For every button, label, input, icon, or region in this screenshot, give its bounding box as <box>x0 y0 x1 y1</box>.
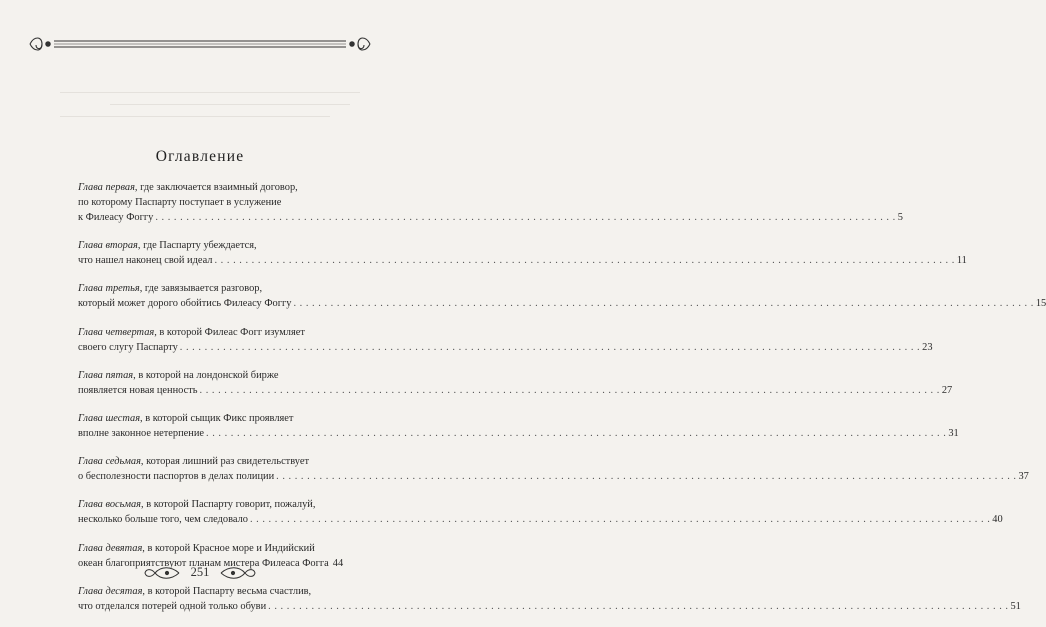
toc-entry-line <box>78 411 336 426</box>
toc-entry-text: к Филеасу Фоггу <box>78 212 154 223</box>
toc-page-number: 23 <box>922 341 933 353</box>
toc-entry-text: , в которой на лондонской бирже <box>133 369 279 381</box>
dot-leader: . . . . . . . . . . . . . . . . . . . . . . . . . . . . . . . . . . . . . . . . . . . . . . . . . . . . . . . . . . . . . . . . . . . . . . . . . . . . . . . . . . . . . . . . . . . . . . . . . . . . . . . . . . . . . . . . . . . . . . . . <box>293 298 1034 310</box>
toc-page-number: 11 <box>956 255 967 267</box>
toc-entry-line <box>78 497 336 512</box>
toc-page-number: 51 <box>1010 600 1021 612</box>
toc-entry-text: вполне законное нетерпение <box>78 427 204 439</box>
dot-leader: . . . . . . . . . . . . . . . . . . . . . . . . . . . . . . . . . . . . . . . . . . . . . . . . . . . . . . . . . . . . . . . . . . . . . . . . . . . . . . . . . . . . . . . . . . . . . . . . . . . . . . . . . . . . . . . . . . . . . . . . <box>179 341 921 353</box>
toc-page-number: 40 <box>992 514 1003 526</box>
bleed-through-line <box>110 104 350 105</box>
ornamental-header-border-icon <box>24 30 376 58</box>
toc-chapter-label: Глава шестая <box>78 412 141 424</box>
dot-leader: . . . . . . . . . . . . . . . . . . . . . . . . . . . . . . . . . . . . . . . . . . . . . . . . . . . . . . . . . . . . . . . . . . . . . . . . . . . . . . . . . . . . . . . . . . . . . . . . . . . . . . . . . . . . . . . . . . . . . . . . <box>268 600 1009 612</box>
toc-entry-text: появляется новая ценность <box>78 384 198 396</box>
toc-chapter-label: Глава первая <box>78 182 135 193</box>
toc-entry-text: который может дорого обойтись Филеасу Фоггу <box>78 298 292 310</box>
toc-entry[interactable] <box>78 281 1046 311</box>
toc-entry[interactable] <box>78 325 933 355</box>
page-footer <box>0 562 400 584</box>
toc-entry[interactable] <box>78 180 903 225</box>
toc-entry-text: , где завязывается разговор, <box>139 283 263 295</box>
toc-entry[interactable] <box>78 454 1029 484</box>
toc-entry-line <box>78 599 1021 614</box>
toc-entry-text: , в которой Филеас Фогг изумляет <box>154 326 305 338</box>
toc-chapter-label: Глава пятая <box>78 369 134 381</box>
toc-entry-line <box>78 210 903 225</box>
toc-chapter-label: Глава восьмая <box>78 499 142 511</box>
dot-leader: . . . . . . . . . . . . . . . . . . . . . . . . . . . . . . . . . . . . . . . . . . . . . . . . . . . . . . . . . . . . . . . . . . . . . . . . . . . . . . . . . . . . . . . . . . . . . . . . . . . . . . . . . . . . . . . . . . . . . . . . <box>199 384 940 396</box>
table-of-contents <box>78 180 1046 627</box>
toc-entry-line <box>78 383 953 398</box>
dot-leader: . . . . . . . . . . . . . . . . . . . . . . . . . . . . . . . . . . . . . . . . . . . . . . . . . . . . . . . . . . . . . . . . . . . . . . . . . . . . . . . . . . . . . . . . . . . . . . . . . . . . . . . . . . . . . . . . . . . . . . . . <box>276 471 1017 483</box>
toc-entry-text: что нашел наконец свой идеал <box>78 255 213 267</box>
toc-entry-text: , в которой Паспарту весьма счастлив, <box>142 585 312 597</box>
toc-entry-line <box>78 296 1046 311</box>
toc-entry-text: о бесполезности паспортов в делах полиции <box>78 471 275 483</box>
toc-entry-line <box>78 253 967 268</box>
toc-entry-text: , в которой Красное море и Индийский <box>142 542 315 554</box>
toc-entry-text: что отделался потерей одной только обуви <box>78 600 267 612</box>
toc-chapter-label: Глава четвертая <box>78 326 155 338</box>
toc-entry-line <box>78 469 1029 484</box>
toc-entry-line <box>78 584 336 599</box>
toc-entry[interactable] <box>78 368 953 398</box>
toc-entry-line <box>78 195 336 210</box>
toc-entry-line <box>78 368 336 383</box>
toc-entry-line <box>78 426 959 441</box>
toc-entry-line <box>78 180 336 195</box>
dot-leader: . . . . . . . . . . . . . . . . . . . . . . . . . . . . . . . . . . . . . . . . . . . . . . . . . . . . . . . . . . . . . . . . . . . . . . . . . . . . . . . . . . . . . . . . . . . . . . . . . . . . . . . . . . . . . . . . . . . . . . . . <box>249 514 991 526</box>
dot-leader: . . . . . . . . . . . . . . . . . . . . . . . . . . . . . . . . . . . . . . . . . . . . . . . . . . . . . . . . . . . . . . . . . . . . . . . . . . . . . . . . . . . . . . . . . . . . . . . . . . . . . . . . . . . . . . . . . . . . . . . . <box>155 212 896 223</box>
toc-entry[interactable] <box>78 497 1003 527</box>
toc-entry-text: несколько больше того, чем следовало <box>78 514 248 526</box>
dot-leader: . . . . . . . . . . . . . . . . . . . . . . . . . . . . . . . . . . . . . . . . . . . . . . . . . . . . . . . . . . . . . . . . . . . . . . . . . . . . . . . . . . . . . . . . . . . . . . . . . . . . . . . . . . . . . . . . . . . . . . . . <box>206 427 947 439</box>
toc-entry-text: по которому Паспарту поступает в услужение <box>78 197 282 208</box>
toc-entry-line <box>78 541 336 556</box>
toc-entry-text: , в которой сыщик Фикс проявляет <box>140 412 294 424</box>
toc-page-number: 44 <box>332 557 344 569</box>
toc-chapter-label: Глава седьмая <box>78 456 141 468</box>
toc-entry-line <box>78 512 1003 527</box>
toc-entry-line <box>78 325 336 340</box>
toc-entry-line <box>78 238 336 253</box>
toc-entry-line <box>78 281 336 296</box>
page-number: 251 <box>190 565 210 579</box>
toc-entry-text: океан благоприятствуют планам мистера Филеаса Фогга <box>78 557 329 569</box>
toc-page-number: 5 <box>897 212 903 223</box>
toc-chapter-label: Глава вторая <box>78 240 138 252</box>
toc-entry[interactable] <box>78 584 1021 614</box>
floral-ornament-icon <box>219 564 257 582</box>
page-title: Оглавление <box>155 148 245 165</box>
dot-leader: . . . . . . . . . . . . . . . . . . . . . . . . . . . . . . . . . . . . . . . . . . . . . . . . . . . . . . . . . . . . . . . . . . . . . . . . . . . . . . . . . . . . . . . . . . . . . . . . . . . . . . . . . . . . . . . . . . . . . . . . <box>214 255 955 267</box>
toc-entry-text: своего слугу Паспарту <box>78 341 178 353</box>
toc-chapter-label: Глава десятая <box>78 585 143 597</box>
toc-chapter-label: Глава третья <box>78 283 140 295</box>
toc-entry-line <box>78 340 933 355</box>
bleed-through-line <box>60 116 330 117</box>
toc-entry-text: , которая лишний раз свидетельствует <box>140 456 309 468</box>
toc-page-number: 15 <box>1035 298 1046 310</box>
toc-entry-line <box>78 454 336 469</box>
toc-entry[interactable] <box>78 411 959 441</box>
toc-chapter-label: Глава девятая <box>78 542 143 554</box>
toc-entry[interactable] <box>78 238 967 268</box>
bleed-through-line <box>60 92 360 93</box>
toc-page-number: 37 <box>1018 471 1029 483</box>
toc-entry-text: , в которой Паспарту говорит, пожалуй, <box>141 499 316 511</box>
toc-page-number: 27 <box>941 384 953 396</box>
toc-page-number: 31 <box>948 427 959 439</box>
toc-entry-text: , где Паспарту убеждается, <box>137 240 257 252</box>
toc-entry-text: , где заключается взаимный договор, <box>134 182 298 193</box>
